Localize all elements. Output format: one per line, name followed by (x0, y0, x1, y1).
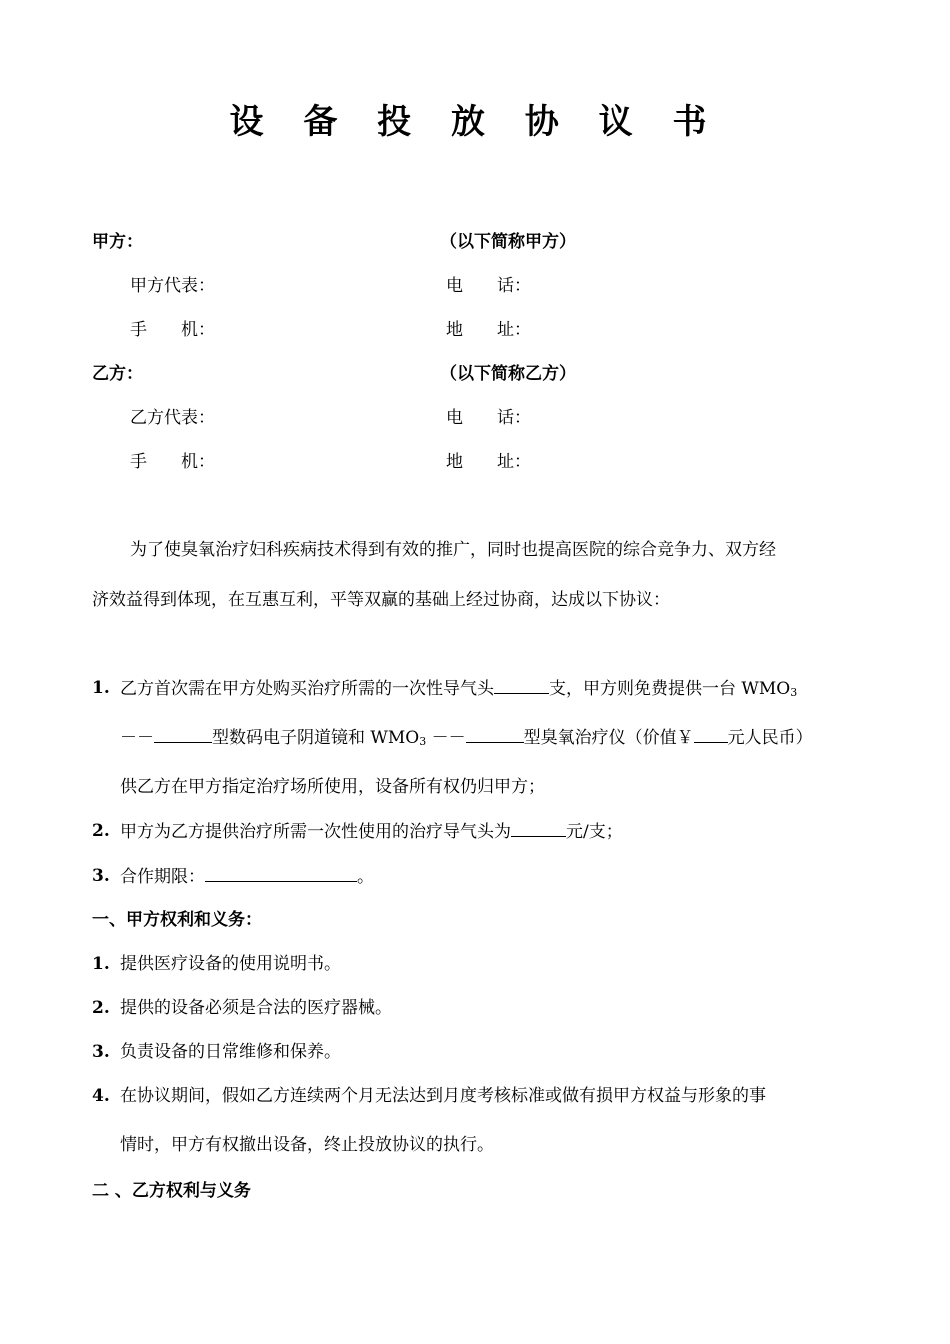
section-1-item-4-number: 4. (92, 1086, 110, 1106)
term-1-text-g: 元人民币） (727, 728, 813, 748)
quantity-blank[interactable] (494, 677, 549, 694)
party-b-note: （以下简称乙方） (440, 364, 576, 384)
term-1-line-3: 供乙方在甲方指定治疗场所使用，设备所有权仍归甲方； (120, 777, 545, 797)
term-2-text-a: 甲方为乙方提供治疗所需一次性使用的治疗导气头为 (120, 822, 511, 842)
party-a-mobile-label: 手 机： (130, 320, 215, 340)
colposcope-model-blank[interactable] (154, 726, 212, 743)
section-1-item-2-text: 提供的设备必须是合法的医疗器械。 (120, 998, 392, 1018)
section-1-item-4-continuation: 情时，甲方有权撤出设备，终止投放协议的执行。 (120, 1135, 494, 1155)
term-1-subscript-2: 3 (419, 735, 427, 748)
term-2-text-b: 元/支； (566, 822, 623, 842)
party-a-rep-label: 甲方代表： (130, 276, 215, 296)
term-3-number: 3. (92, 866, 110, 886)
term-1-text-c: －－ (120, 728, 154, 748)
party-b-address-label: 地 址： (446, 452, 531, 472)
term-3-line (120, 865, 374, 888)
term-1-text-f: 型臭氧治疗仪（价值￥ (523, 728, 694, 748)
section-2-heading: 二 、乙方权利与义务 (92, 1181, 251, 1201)
term-3-text-a: 合作期限： (120, 867, 205, 887)
term-1-text-e: －－ (426, 728, 466, 748)
term-1-text-d: 型数码电子阴道镜和 WMO (212, 728, 420, 748)
price-blank[interactable] (511, 820, 566, 837)
section-1-item-4-text: 在协议期间，假如乙方连续两个月无法达到月度考核标准或做有损甲方权益与形象的事 (120, 1086, 766, 1106)
section-1-item-1-number: 1. (92, 954, 110, 974)
period-blank[interactable] (205, 865, 357, 882)
value-blank[interactable] (694, 726, 728, 743)
section-1-item-1-text: 提供医疗设备的使用说明书。 (120, 954, 341, 974)
term-1-text-b: 支，甲方则免费提供一台 WMO (549, 679, 791, 699)
term-1-line-2 (120, 726, 813, 753)
term-1-subscript-1: 3 (790, 686, 798, 699)
section-1-item-3-text: 负责设备的日常维修和保养。 (120, 1042, 341, 1062)
ozone-model-blank[interactable] (466, 726, 524, 743)
section-1-item-3-number: 3. (92, 1042, 110, 1062)
party-b-rep-label: 乙方代表： (130, 408, 215, 428)
party-b-mobile-label: 手 机： (130, 452, 215, 472)
section-1-heading: 一、甲方权利和义务： (92, 910, 262, 930)
intro-line-1: 为了使臭氧治疗妇科疾病技术得到有效的推广，同时也提高医院的综合竞争力、双方经 (130, 540, 776, 560)
party-a-address-label: 地 址： (446, 320, 531, 340)
party-b-label: 乙方： (92, 364, 143, 384)
term-3-text-b: 。 (357, 867, 374, 887)
term-2-line (120, 820, 623, 843)
term-1-number: 1. (92, 678, 110, 698)
party-a-phone-label: 电 话： (446, 276, 531, 296)
term-1-text-a: 乙方首次需在甲方处购买治疗所需的一次性导气头 (120, 679, 494, 699)
party-a-note: （以下简称甲方） (440, 232, 576, 252)
party-a-label: 甲方： (92, 232, 143, 252)
term-1-line-1 (120, 677, 797, 704)
document-title: 设 备 投 放 协 议 书 (229, 102, 721, 142)
party-b-phone-label: 电 话： (446, 408, 531, 428)
term-2-number: 2. (92, 821, 110, 841)
intro-line-2: 济效益得到体现，在互惠互利，平等双赢的基础上经过协商，达成以下协议： (92, 590, 670, 610)
section-1-item-2-number: 2. (92, 998, 110, 1018)
